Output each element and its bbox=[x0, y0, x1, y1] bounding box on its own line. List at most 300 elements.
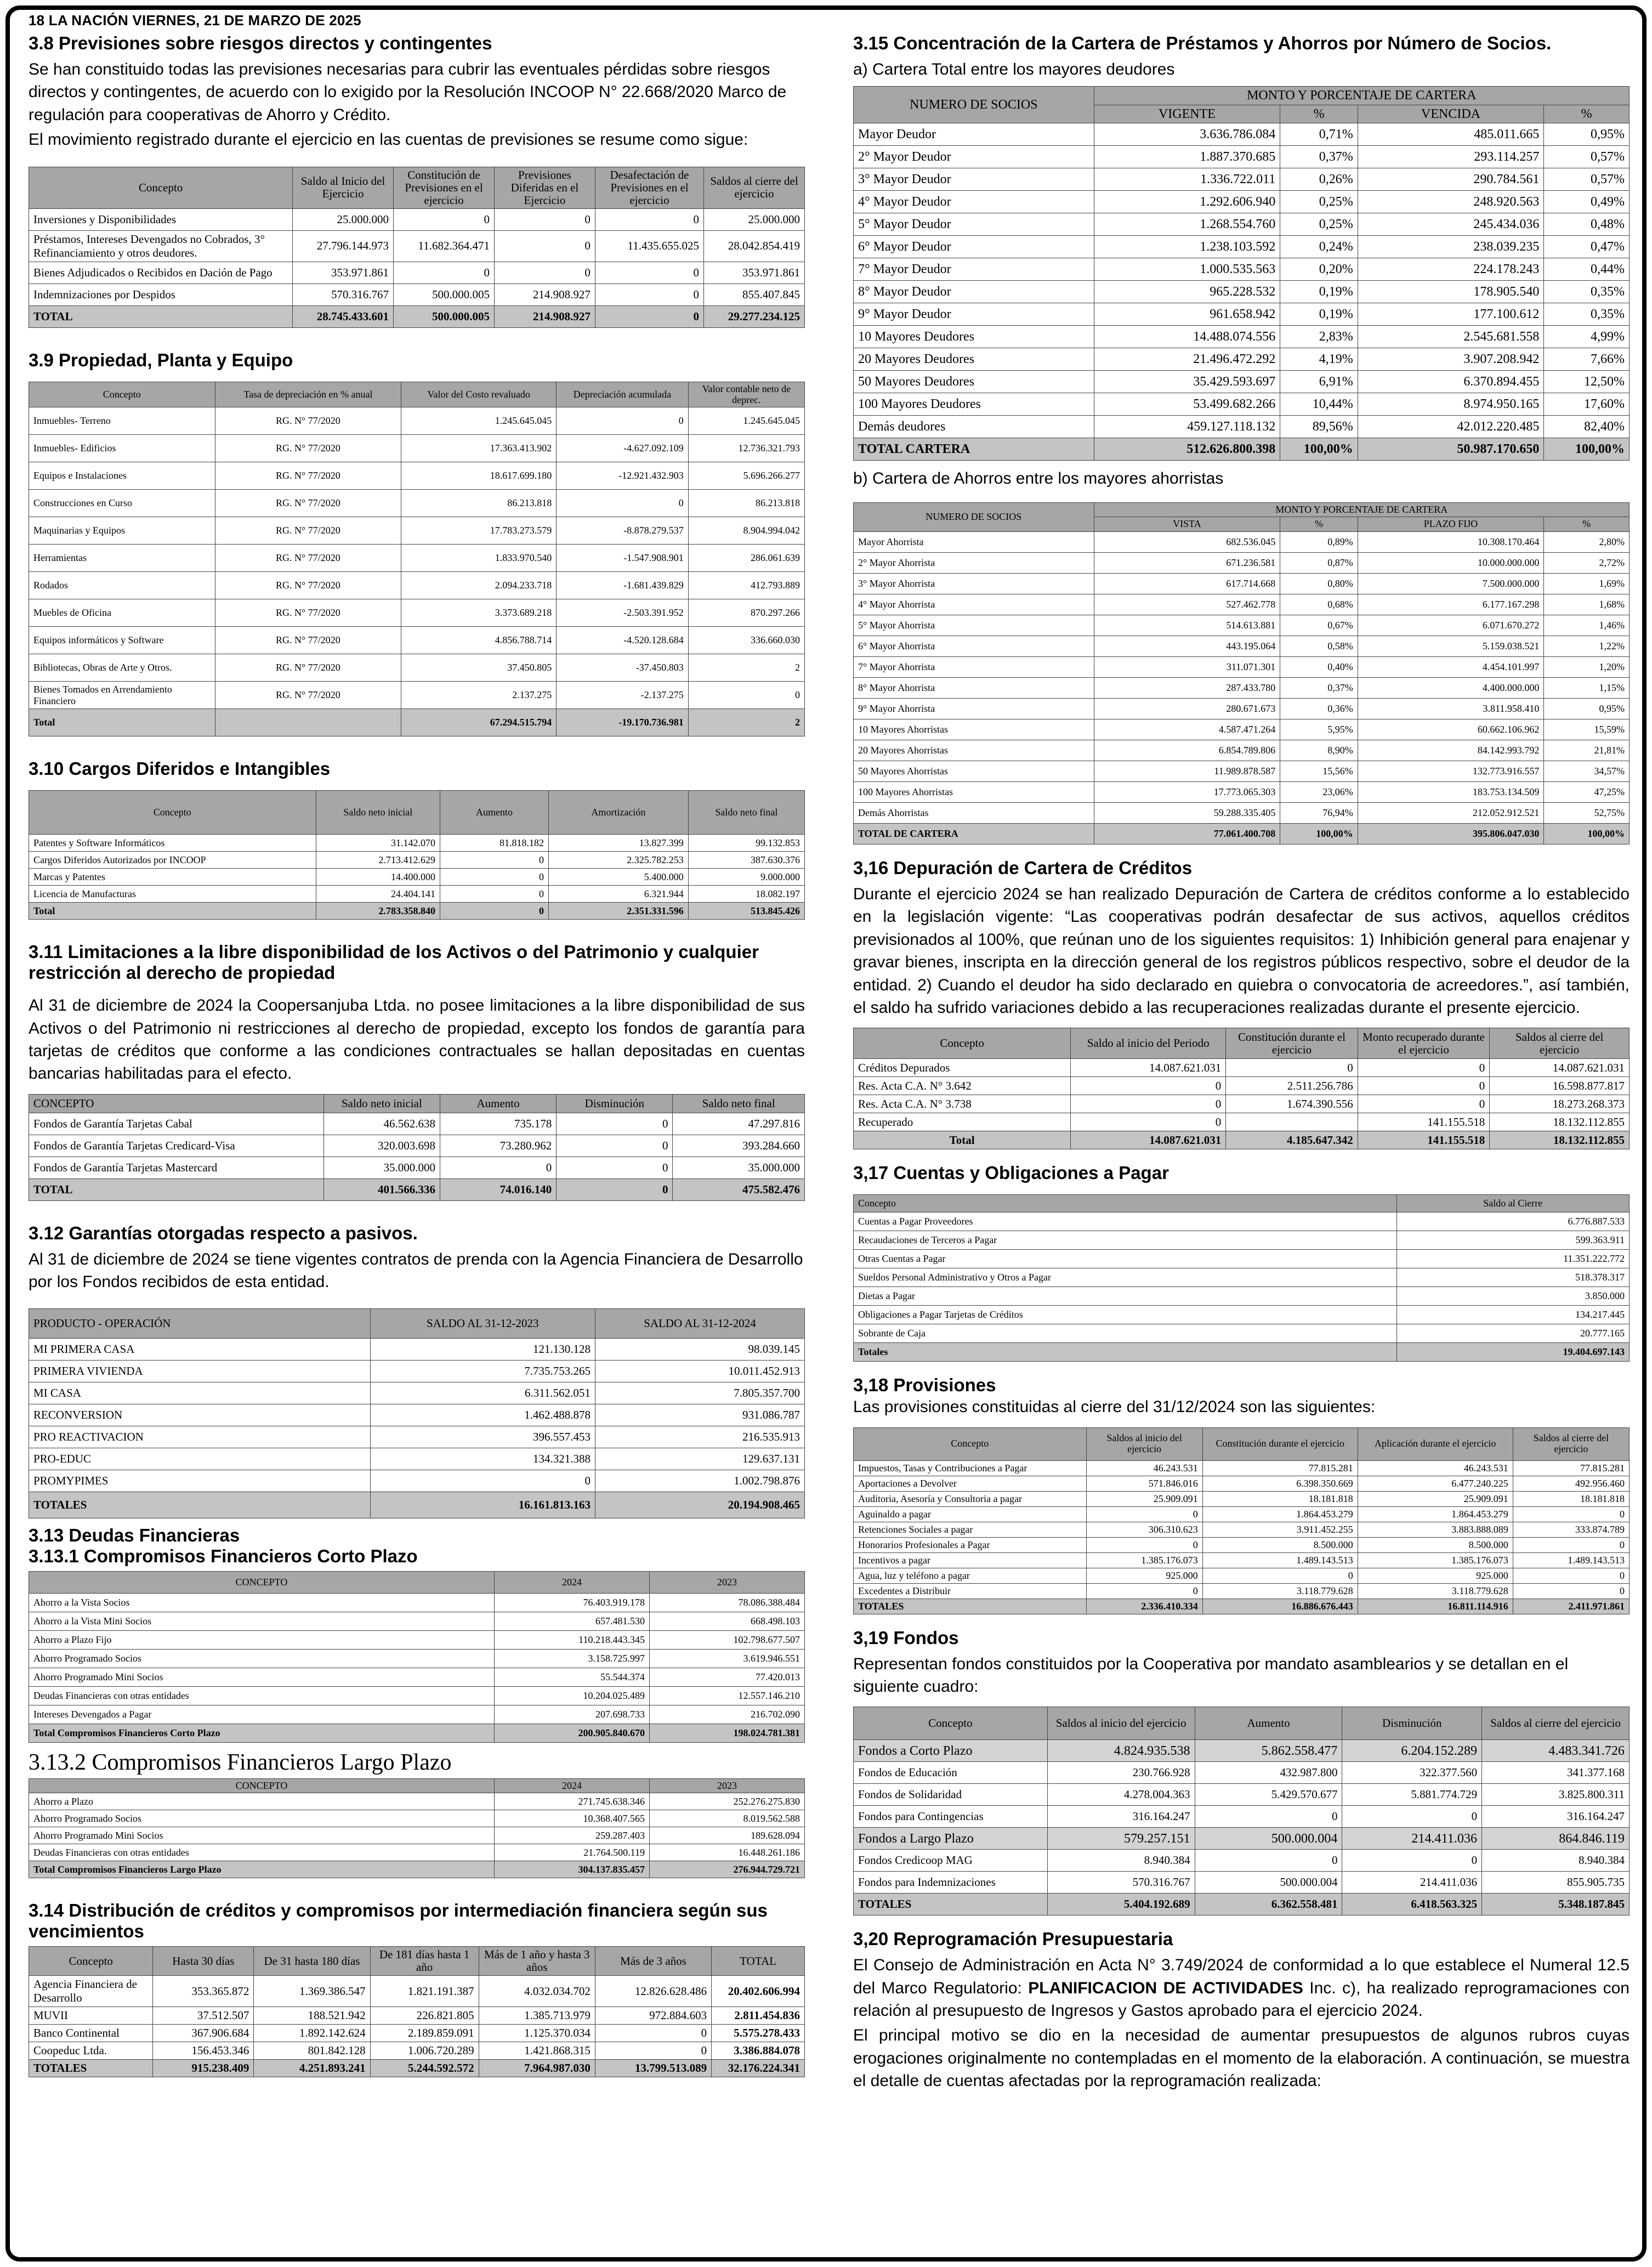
cell-value: 0,37% bbox=[1280, 678, 1358, 699]
section-3-19-title: 3,19 Fondos bbox=[853, 1627, 959, 1648]
cell-value: 3.850.000 bbox=[1396, 1287, 1630, 1306]
row-label: Otras Cuentas a Pagar bbox=[854, 1250, 1397, 1268]
cell-value: 3.373.689.218 bbox=[401, 599, 557, 627]
cell-value: 6.321.944 bbox=[549, 886, 689, 903]
cell-value: 0 bbox=[557, 1135, 673, 1157]
cell-value: 134.321.388 bbox=[370, 1448, 595, 1470]
fondos-table bbox=[853, 1707, 1630, 1915]
cell-value: 396.557.453 bbox=[370, 1426, 595, 1448]
cell-value: 238.039.235 bbox=[1358, 236, 1544, 258]
table-row bbox=[29, 1178, 805, 1200]
table-row bbox=[854, 1095, 1630, 1113]
table-row bbox=[29, 1339, 805, 1361]
row-label: 2° Mayor Ahorrista bbox=[854, 553, 1094, 574]
cell-value: -8.878.279.537 bbox=[557, 517, 689, 545]
cell-value: 25.909.091 bbox=[1358, 1491, 1513, 1506]
cell-value: 5.404.192.689 bbox=[1047, 1894, 1195, 1915]
cell-value: 20.402.606.994 bbox=[712, 1976, 805, 2007]
row-label: TOTAL bbox=[29, 1178, 324, 1200]
cell-value: 198.024.781.381 bbox=[650, 1724, 805, 1743]
row-label: Fondos para Contingencias bbox=[854, 1806, 1048, 1828]
cell-value: 248.920.563 bbox=[1358, 191, 1544, 213]
table-row bbox=[29, 572, 805, 599]
cell-value: 5.575.278.433 bbox=[712, 2025, 805, 2042]
cell-value bbox=[215, 709, 401, 736]
section-3-20-title: 3,20 Reprogramación Presupuestaria bbox=[853, 1929, 1173, 1949]
cell-value: 6.311.562.051 bbox=[370, 1382, 595, 1404]
cell-value: 864.846.119 bbox=[1482, 1828, 1630, 1850]
table-row bbox=[29, 462, 805, 490]
cell-value: 74.016.140 bbox=[440, 1178, 556, 1200]
row-label: Agencia Financiera de Desarrollo bbox=[29, 1976, 153, 2007]
cell-value: 13.827.399 bbox=[549, 835, 689, 852]
column-header: Concepto bbox=[29, 382, 215, 407]
cell-value: 353.365.872 bbox=[153, 1976, 254, 2007]
cell-value: 214.411.036 bbox=[1342, 1828, 1482, 1850]
cell-value: 972.884.603 bbox=[595, 2007, 711, 2025]
cell-value: 0 bbox=[1513, 1583, 1629, 1599]
cell-value: 14.087.621.031 bbox=[1071, 1131, 1226, 1149]
table-row bbox=[29, 682, 805, 709]
cell-value: 322.377.560 bbox=[1342, 1762, 1482, 1784]
cell-value: 1.268.554.760 bbox=[1094, 213, 1280, 236]
section-3-11-paragraph: Al 31 de diciembre de 2024 la Coopersanjuba Ltda. no posee limitaciones a la libre disponibilidad de sus Activos o del Patrimonio ni restricciones al derecho de propiedad, excepto los fondos de garantía para tarjetas de créditos que conforme a las condiciones contractuales se hallan depositadas en cuentas bancarias habilitadas para el efecto. bbox=[29, 996, 805, 1083]
cell-value: 224.178.243 bbox=[1358, 258, 1544, 281]
table-row bbox=[29, 1861, 805, 1878]
cell-value: 0 bbox=[557, 1178, 673, 1200]
cell-value: 0 bbox=[1071, 1077, 1226, 1095]
cell-value: 76,94% bbox=[1280, 803, 1358, 824]
row-label: Banco Continental bbox=[29, 2025, 153, 2042]
cell-value: 4,99% bbox=[1544, 326, 1630, 348]
cell-value: 599.363.911 bbox=[1396, 1231, 1630, 1250]
cell-value: 35.429.593.697 bbox=[1094, 371, 1280, 393]
cell-value: 0 bbox=[494, 208, 595, 230]
cell-value: 500.000.004 bbox=[1195, 1872, 1342, 1894]
table-row bbox=[854, 761, 1630, 782]
cell-value: 1.462.488.878 bbox=[370, 1404, 595, 1426]
section-3-8-title: 3.8 Previsiones sobre riesgos directos y contingentes bbox=[29, 33, 492, 53]
cell-value: 216.702.090 bbox=[650, 1705, 805, 1724]
cell-value: 6.854.789.806 bbox=[1094, 740, 1280, 761]
cell-value: 25.000.000 bbox=[293, 208, 394, 230]
cell-value: 0,26% bbox=[1280, 168, 1358, 191]
cell-value: 276.944.729.721 bbox=[650, 1861, 805, 1878]
cell-value: 10.368.407.565 bbox=[495, 1810, 650, 1827]
cell-value: -1.547.908.901 bbox=[557, 545, 689, 572]
row-label: TOTALES bbox=[854, 1599, 1087, 1614]
row-label: Inmuebles- Terreno bbox=[29, 407, 215, 435]
cell-value: 1.385.176.073 bbox=[1358, 1552, 1513, 1568]
table-row bbox=[29, 2060, 805, 2077]
cell-value: 8.019.562.588 bbox=[650, 1810, 805, 1827]
cell-value: 230.766.928 bbox=[1047, 1762, 1195, 1784]
cell-value: 0,67% bbox=[1280, 615, 1358, 636]
cell-value: 3.911.452.255 bbox=[1202, 1522, 1358, 1537]
cell-value: 286.061.639 bbox=[688, 545, 804, 572]
cell-value: 3.118.779.628 bbox=[1358, 1583, 1513, 1599]
cell-value: 4.251.893.241 bbox=[254, 2060, 370, 2077]
cell-value: 4.454.101.997 bbox=[1358, 657, 1544, 678]
cell-value: 47,25% bbox=[1544, 782, 1630, 803]
cell-value: 25.000.000 bbox=[704, 208, 805, 230]
cell-value: 6.477.240.225 bbox=[1358, 1476, 1513, 1491]
row-label: Total bbox=[29, 903, 316, 920]
row-label: Ahorro a la Vista Mini Socios bbox=[29, 1612, 495, 1631]
row-label: Préstamos, Intereses Devengados no Cobrados, 3° Refinanciamiento y otros deudores. bbox=[29, 230, 293, 262]
cell-value: 42.012.220.485 bbox=[1358, 416, 1544, 438]
cell-value: 77.420.013 bbox=[650, 1668, 805, 1687]
table-row bbox=[29, 305, 805, 327]
cell-value: 2.713.412.629 bbox=[316, 852, 440, 869]
cell-value: 870.297.266 bbox=[688, 599, 804, 627]
column-header: Saldo al Inicio del Ejercicio bbox=[293, 167, 394, 208]
cell-value: 8.940.384 bbox=[1482, 1850, 1630, 1872]
cell-value: 216.535.913 bbox=[595, 1426, 804, 1448]
table-row bbox=[854, 438, 1630, 461]
column-header: Previsiones Diferidas en el Ejercicio bbox=[494, 167, 595, 208]
cell-value: 492.956.460 bbox=[1513, 1476, 1629, 1491]
cell-value: 13.799.513.089 bbox=[595, 2060, 711, 2077]
cell-value: 121.130.128 bbox=[370, 1339, 595, 1361]
cell-value: 333.874.789 bbox=[1513, 1522, 1629, 1537]
table-row bbox=[29, 1631, 805, 1650]
cell-value: 6.370.894.455 bbox=[1358, 371, 1544, 393]
row-label: 50 Mayores Deudores bbox=[854, 371, 1094, 393]
cell-value: 16.598.877.817 bbox=[1490, 1077, 1630, 1095]
table-row bbox=[29, 1492, 805, 1518]
table-row bbox=[854, 1287, 1630, 1306]
cell-value: 0,89% bbox=[1280, 532, 1358, 553]
cell-value: 3.825.800.311 bbox=[1482, 1784, 1630, 1806]
cell-value: 5.429.570.677 bbox=[1195, 1784, 1342, 1806]
row-label: Dietas a Pagar bbox=[854, 1287, 1397, 1306]
row-label: Herramientas bbox=[29, 545, 215, 572]
cell-value: 513.845.426 bbox=[688, 903, 804, 920]
cell-value: 19.404.697.143 bbox=[1396, 1343, 1630, 1362]
cell-value: 3.811.958.410 bbox=[1358, 699, 1544, 719]
row-label: Bibliotecas, Obras de Arte y Otros. bbox=[29, 654, 215, 682]
table-row bbox=[29, 1827, 805, 1844]
row-label: Recuperado bbox=[854, 1113, 1071, 1131]
table-row bbox=[29, 1724, 805, 1743]
cell-value: 5,95% bbox=[1280, 719, 1358, 740]
table-row bbox=[29, 1426, 805, 1448]
row-label: Res. Acta C.A. N° 3.738 bbox=[854, 1095, 1071, 1113]
table-row bbox=[854, 1059, 1630, 1077]
table-row bbox=[854, 1212, 1630, 1231]
cell-value: 336.660.030 bbox=[688, 627, 804, 654]
section-3-8-paragraph: Se han constituido todas las previsiones necesarias para cubrir las eventuales pérdidas sobre riesgos directos y contingentes, de acuerdo con lo exigido por la Resolución INCOOP N° 22.668/2020 Marco de regulación para cooperativas de Ahorro y Crédito. bbox=[29, 60, 787, 124]
table-row bbox=[854, 782, 1630, 803]
cell-value: 1,22% bbox=[1544, 636, 1630, 657]
section-3-11-title: 3.11 Limitaciones a la libre disponibilidad de los Activos o del Patrimonio y cualquier restricción al derecho de propiedad bbox=[29, 942, 759, 983]
cell-value: 0,25% bbox=[1280, 213, 1358, 236]
cell-value: 2,83% bbox=[1280, 326, 1358, 348]
section-3-18-title: 3,18 Provisiones bbox=[853, 1375, 996, 1396]
cell-value: 2.545.681.558 bbox=[1358, 326, 1544, 348]
column-header: Depreciación acumulada bbox=[557, 382, 689, 407]
row-label: Coopeduc Ltda. bbox=[29, 2042, 153, 2060]
cell-value: 0,71% bbox=[1280, 123, 1358, 146]
column-header: Saldo neto final bbox=[673, 1094, 805, 1113]
table-row bbox=[854, 1806, 1630, 1828]
table-row bbox=[854, 1268, 1630, 1287]
row-label: TOTAL bbox=[29, 305, 293, 327]
header-pct: % bbox=[1544, 517, 1630, 532]
mayores-deudores-table bbox=[853, 86, 1630, 461]
column-header: Concepto bbox=[854, 1195, 1397, 1212]
cell-value: 280.671.673 bbox=[1094, 699, 1280, 719]
cell-value: 12.557.146.210 bbox=[650, 1687, 805, 1705]
cell-value: 4.278.004.363 bbox=[1047, 1784, 1195, 1806]
table-row bbox=[854, 1306, 1630, 1324]
cell-value: 6.362.558.481 bbox=[1195, 1894, 1342, 1915]
table-row bbox=[854, 191, 1630, 213]
table-row bbox=[854, 1784, 1630, 1806]
cell-value: 0 bbox=[494, 230, 595, 262]
column-header: Saldos al inicio del ejercicio bbox=[1047, 1707, 1195, 1740]
row-label: Indemnizaciones por Despidos bbox=[29, 284, 293, 305]
row-label: Licencia de Manufacturas bbox=[29, 886, 316, 903]
row-label: Fondos de Garantía Tarjetas Cabal bbox=[29, 1113, 324, 1135]
row-label: Inversiones y Disponibilidades bbox=[29, 208, 293, 230]
table-row bbox=[854, 615, 1630, 636]
cell-value: 0 bbox=[595, 2042, 711, 2060]
row-label: Auditoria, Asesoría y Consultoria a pagar bbox=[854, 1491, 1087, 1506]
cell-value: 212.052.912.521 bbox=[1358, 803, 1544, 824]
cell-value: 0,68% bbox=[1280, 594, 1358, 615]
cell-value: 34,57% bbox=[1544, 761, 1630, 782]
previsiones-table bbox=[29, 167, 805, 328]
column-header: Amortización bbox=[549, 791, 689, 835]
cell-value: 1,46% bbox=[1544, 615, 1630, 636]
cell-value: 801.842.128 bbox=[254, 2042, 370, 2060]
cell-value: 100,00% bbox=[1544, 824, 1630, 845]
table-row bbox=[854, 1113, 1630, 1131]
cell-value: 0,40% bbox=[1280, 657, 1358, 678]
cell-value: 316.164.247 bbox=[1482, 1806, 1630, 1828]
cell-value: 6.177.167.298 bbox=[1358, 594, 1544, 615]
cell-value: 20.194.908.465 bbox=[595, 1492, 804, 1518]
depuracion-table bbox=[853, 1028, 1630, 1149]
row-label: Total bbox=[29, 709, 215, 736]
cell-value: 86.213.818 bbox=[688, 490, 804, 517]
column-header: CONCEPTO bbox=[29, 1778, 495, 1793]
column-header: Saldos al cierre del ejercicio bbox=[1482, 1707, 1630, 1740]
cell-value: 60.662.106.962 bbox=[1358, 719, 1544, 740]
cell-value: 8.904.994.042 bbox=[688, 517, 804, 545]
cell-value: 3.636.786.084 bbox=[1094, 123, 1280, 146]
cell-value: 287.433.780 bbox=[1094, 678, 1280, 699]
column-header: Aplicación durante el ejercicio bbox=[1358, 1427, 1513, 1460]
cell-value: 77.815.281 bbox=[1202, 1460, 1358, 1476]
cell-value: 0,35% bbox=[1544, 303, 1630, 326]
column-header: 2023 bbox=[650, 1778, 805, 1793]
table-row bbox=[854, 636, 1630, 657]
cell-value: 965.228.532 bbox=[1094, 281, 1280, 303]
cell-value: -4.520.128.684 bbox=[557, 627, 689, 654]
cell-value: 5.696.266.277 bbox=[688, 462, 804, 490]
cell-value: 0,20% bbox=[1280, 258, 1358, 281]
table-row bbox=[29, 284, 805, 305]
cell-value: 214.908.927 bbox=[494, 305, 595, 327]
table-row bbox=[29, 599, 805, 627]
row-label: 50 Mayores Ahorristas bbox=[854, 761, 1094, 782]
cell-value: 0,48% bbox=[1544, 213, 1630, 236]
table-row bbox=[854, 236, 1630, 258]
cell-value: 1.864.453.279 bbox=[1358, 1506, 1513, 1522]
row-label: Equipos e Instalaciones bbox=[29, 462, 215, 490]
row-label: Total Compromisos Financieros Largo Plazo bbox=[29, 1861, 495, 1878]
table-row bbox=[29, 435, 805, 462]
table-row bbox=[854, 1599, 1630, 1614]
cell-value: 0,24% bbox=[1280, 236, 1358, 258]
row-label: 4° Mayor Ahorrista bbox=[854, 594, 1094, 615]
cell-value: 4.185.647.342 bbox=[1226, 1131, 1358, 1149]
row-label: Retenciones Sociales a pagar bbox=[854, 1522, 1087, 1537]
cell-value: 100,00% bbox=[1280, 438, 1358, 461]
column-header: CONCEPTO bbox=[29, 1572, 495, 1594]
table-row bbox=[854, 1077, 1630, 1095]
cell-value: 47.297.816 bbox=[673, 1113, 805, 1135]
section-3-13-1-title: 3.13.1 Compromisos Financieros Corto Plazo bbox=[29, 1546, 418, 1567]
cell-value: 0 bbox=[557, 1157, 673, 1178]
row-label: TOTALES bbox=[854, 1894, 1048, 1915]
table-row bbox=[854, 1250, 1630, 1268]
table-row bbox=[854, 803, 1630, 824]
cell-value: 304.137.835.457 bbox=[495, 1861, 650, 1878]
row-label: Ahorro Programado Mini Socios bbox=[29, 1827, 495, 1844]
table-row bbox=[29, 230, 805, 262]
column-header: Constitución durante el ejercicio bbox=[1226, 1028, 1358, 1059]
row-label: TOTALES bbox=[29, 1492, 371, 1518]
cell-value: 0 bbox=[1202, 1568, 1358, 1583]
cell-value: 178.905.540 bbox=[1358, 281, 1544, 303]
cell-value: 7,66% bbox=[1544, 348, 1630, 371]
column-header: 2024 bbox=[495, 1778, 650, 1793]
cell-value: 0 bbox=[1071, 1113, 1226, 1131]
cell-value: RG. N° 77/2020 bbox=[215, 599, 401, 627]
table-row bbox=[29, 1687, 805, 1705]
cell-value: 1.833.970.540 bbox=[401, 545, 557, 572]
table-row bbox=[854, 1324, 1630, 1343]
table-row bbox=[854, 657, 1630, 678]
row-label: Maquinarias y Equipos bbox=[29, 517, 215, 545]
column-header: Constitución durante el ejercicio bbox=[1202, 1427, 1358, 1460]
cell-value: 0 bbox=[1513, 1537, 1629, 1552]
cell-value: 293.114.257 bbox=[1358, 146, 1544, 168]
cell-value: 35.000.000 bbox=[673, 1157, 805, 1178]
cell-value: 0,35% bbox=[1544, 281, 1630, 303]
header-pct: % bbox=[1280, 517, 1358, 532]
header-vencida: VENCIDA bbox=[1358, 105, 1544, 123]
section-3-15-b-subtitle: b) Cartera de Ahorros entre los mayores ahorristas bbox=[853, 469, 1224, 488]
cell-value: 306.310.623 bbox=[1086, 1522, 1202, 1537]
column-header: Concepto bbox=[854, 1707, 1048, 1740]
cell-value: RG. N° 77/2020 bbox=[215, 654, 401, 682]
section-3-9-title: 3.9 Propiedad, Planta y Equipo bbox=[29, 349, 293, 370]
cell-value: 1.821.191.387 bbox=[370, 1976, 479, 2007]
table-row bbox=[854, 168, 1630, 191]
cell-value: 1,20% bbox=[1544, 657, 1630, 678]
row-label: 6° Mayor Deudor bbox=[854, 236, 1094, 258]
section-3-18-paragraph: Las provisiones constituidas al cierre del 31/12/2024 son las siguientes: bbox=[853, 1398, 1376, 1416]
table-row bbox=[29, 1594, 805, 1612]
cell-value: 353.971.861 bbox=[293, 262, 394, 284]
cell-value: 4.032.034.702 bbox=[479, 1976, 595, 2007]
row-label: Patentes y Software Informáticos bbox=[29, 835, 316, 852]
section-3-19-paragraph: Representan fondos constituidos por la Cooperativa por mandato asamblearios y se detallan en el siguiente cuadro: bbox=[853, 1654, 1569, 1696]
left-column bbox=[29, 33, 805, 2077]
column-header: Tasa de depreciación en % anual bbox=[215, 382, 401, 407]
column-header: TOTAL bbox=[712, 1947, 805, 1976]
table-row bbox=[854, 281, 1630, 303]
cell-value: 188.521.942 bbox=[254, 2007, 370, 2025]
column-header: 2023 bbox=[650, 1572, 805, 1594]
cell-value: 0 bbox=[688, 682, 804, 709]
cell-value: -1.681.439.829 bbox=[557, 572, 689, 599]
cell-value: 28.042.854.419 bbox=[704, 230, 805, 262]
cell-value: 23,06% bbox=[1280, 782, 1358, 803]
cell-value: 20.777.165 bbox=[1396, 1324, 1630, 1343]
cell-value: RG. N° 77/2020 bbox=[215, 517, 401, 545]
cell-value: 245.434.036 bbox=[1358, 213, 1544, 236]
cell-value: RG. N° 77/2020 bbox=[215, 407, 401, 435]
cell-value: 25.909.091 bbox=[1086, 1491, 1202, 1506]
table-row bbox=[29, 1404, 805, 1426]
cell-value: 571.846.016 bbox=[1086, 1476, 1202, 1491]
row-label: Obligaciones a Pagar Tarjetas de Créditos bbox=[854, 1306, 1397, 1324]
cell-value: 12.826.628.486 bbox=[595, 1976, 711, 2007]
row-label: Aportaciones a Devolver bbox=[854, 1476, 1087, 1491]
row-label: Fondos de Solidaridad bbox=[854, 1784, 1048, 1806]
cell-value: 3.158.725.997 bbox=[495, 1650, 650, 1668]
cell-value: 1.369.386.547 bbox=[254, 1976, 370, 2007]
cell-value: 21.496.472.292 bbox=[1094, 348, 1280, 371]
column-header: Más de 3 años bbox=[595, 1947, 711, 1976]
table-row bbox=[29, 1113, 805, 1135]
header-plazo-fijo: PLAZO FIJO bbox=[1358, 517, 1544, 532]
cell-value: 0,37% bbox=[1280, 146, 1358, 168]
row-label: Ahorro Programado Socios bbox=[29, 1650, 495, 1668]
cell-value: 37.450.805 bbox=[401, 654, 557, 682]
cell-value: 17.783.273.579 bbox=[401, 517, 557, 545]
cell-value: 18.082.197 bbox=[688, 886, 804, 903]
row-label: Bienes Tomados en Arrendamiento Financiero bbox=[29, 682, 215, 709]
section-3-16-title: 3,16 Depuración de Cartera de Créditos bbox=[853, 858, 1193, 879]
column-header: Valor del Costo revaluado bbox=[401, 382, 557, 407]
cell-value: 21.764.500.119 bbox=[495, 1844, 650, 1861]
cell-value: 0 bbox=[557, 490, 689, 517]
column-header: Valor contable neto de deprec. bbox=[688, 382, 804, 407]
cell-value: 8.974.950.165 bbox=[1358, 393, 1544, 416]
corto-plazo-table bbox=[29, 1571, 805, 1743]
cell-value: 514.613.881 bbox=[1094, 615, 1280, 636]
row-label: Fondos a Largo Plazo bbox=[854, 1828, 1048, 1850]
column-header: Aumento bbox=[1195, 1707, 1342, 1740]
cell-value: 8.500.000 bbox=[1202, 1537, 1358, 1552]
row-label: 2° Mayor Deudor bbox=[854, 146, 1094, 168]
cell-value: 141.155.518 bbox=[1358, 1131, 1490, 1149]
cell-value: 271.745.638.346 bbox=[495, 1793, 650, 1810]
cell-value: 35.000.000 bbox=[323, 1157, 440, 1178]
section-3-15-title: 3.15 Concentración de la Cartera de Préstamos y Ahorros por Número de Socios. bbox=[853, 33, 1552, 53]
cell-value: 18.132.112.855 bbox=[1490, 1131, 1630, 1149]
cell-value: 0,57% bbox=[1544, 168, 1630, 191]
column-header: Más de 1 año y hasta 3 años bbox=[479, 1947, 595, 1976]
cell-value: 14.087.621.031 bbox=[1490, 1059, 1630, 1077]
